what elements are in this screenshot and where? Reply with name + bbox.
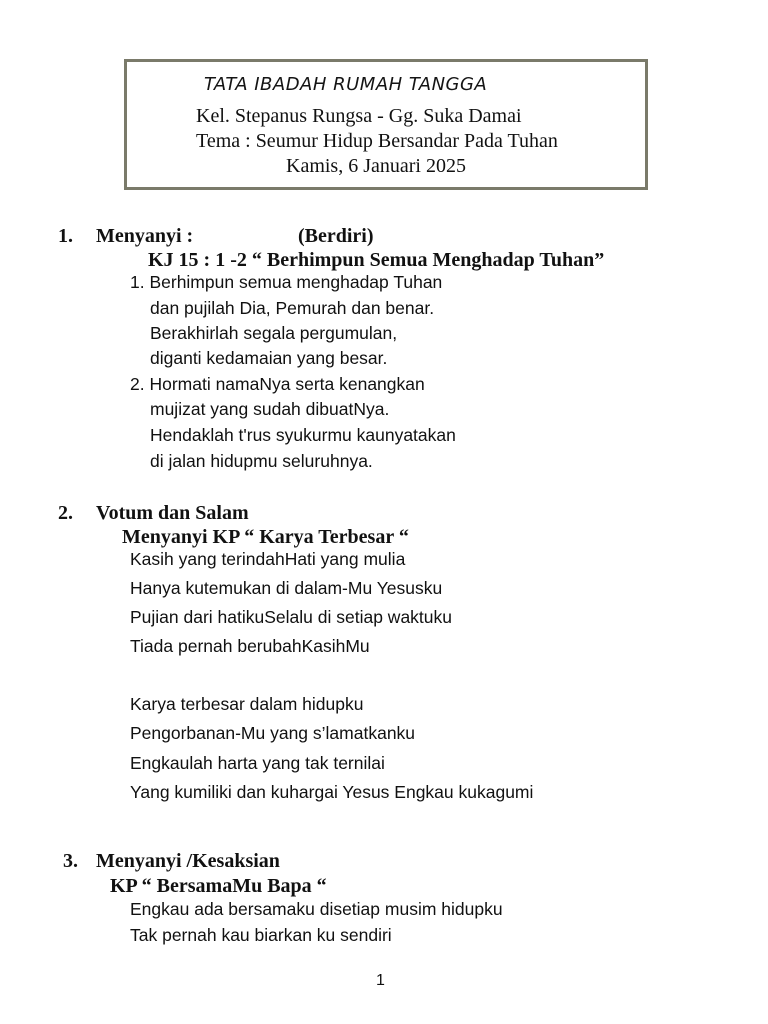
section-2-lyric: Kasih yang terindahHati yang mulia: [130, 549, 406, 569]
section-2-lyric: Engkaulah harta yang tak ternilai: [130, 753, 385, 773]
page-number: 1: [376, 972, 385, 989]
section-1-lyric: Berakhirlah segala pergumulan,: [150, 323, 398, 343]
section-1-lyric: di jalan hidupmu seluruhnya.: [150, 451, 373, 471]
section-3-lyric: Tak pernah kau biarkan ku sendiri: [130, 925, 392, 945]
section-2-label: Votum dan Salam: [96, 502, 249, 524]
section-1-lyric: 2. Hormati namaNya serta kenangkan: [130, 374, 425, 394]
section-3-lyric: Engkau ada bersamaku disetiap musim hidupku: [130, 899, 503, 919]
theme-line: Tema : Seumur Hidup Bersandar Pada Tuhan: [196, 130, 558, 152]
section-2-number: 2.: [58, 502, 73, 524]
section-1-lyric: mujizat yang sudah dibuatNya.: [150, 399, 390, 419]
section-1-lyric: 1. Berhimpun semua menghadap Tuhan: [130, 272, 443, 292]
section-1-posture: (Berdiri): [298, 225, 374, 247]
family-line: Kel. Stepanus Rungsa - Gg. Suka Damai: [196, 105, 522, 127]
document-title: TATA IBADAH RUMAH TANGGA: [204, 74, 488, 95]
section-3-label: Menyanyi /Kesaksian: [96, 850, 280, 872]
section-2-lyric: Hanya kutemukan di dalam-Mu Yesusku: [130, 578, 443, 598]
section-1-lyric: dan pujilah Dia, Pemurah dan benar.: [150, 298, 435, 318]
section-2-song: Menyanyi KP “ Karya Terbesar “: [122, 526, 409, 548]
section-1-lyric: Hendaklah t'rus syukurmu kaunyatakan: [150, 425, 456, 445]
section-3-song: KP “ BersamaMu Bapa “: [110, 875, 327, 897]
section-3-number: 3.: [63, 850, 78, 872]
section-2-lyric: Pengorbanan-Mu yang s’lamatkanku: [130, 723, 416, 743]
date-line: Kamis, 6 Januari 2025: [286, 155, 466, 177]
section-1-label: Menyanyi :: [96, 225, 194, 247]
section-2-lyric: Karya terbesar dalam hidupku: [130, 694, 364, 714]
section-2-lyric: Tiada pernah berubahKasihMu: [130, 636, 370, 656]
section-2-lyric: Yang kumiliki dan kuhargai Yesus Engkau kukagumi: [130, 782, 534, 802]
section-2-lyric: Pujian dari hatikuSelalu di setiap waktuku: [130, 607, 452, 627]
section-1-number: 1.: [58, 225, 73, 247]
section-1-song: KJ 15 : 1 -2 “ Berhimpun Semua Menghadap Tuhan”: [148, 249, 605, 271]
section-1-lyric: diganti kedamaian yang besar.: [150, 348, 388, 368]
